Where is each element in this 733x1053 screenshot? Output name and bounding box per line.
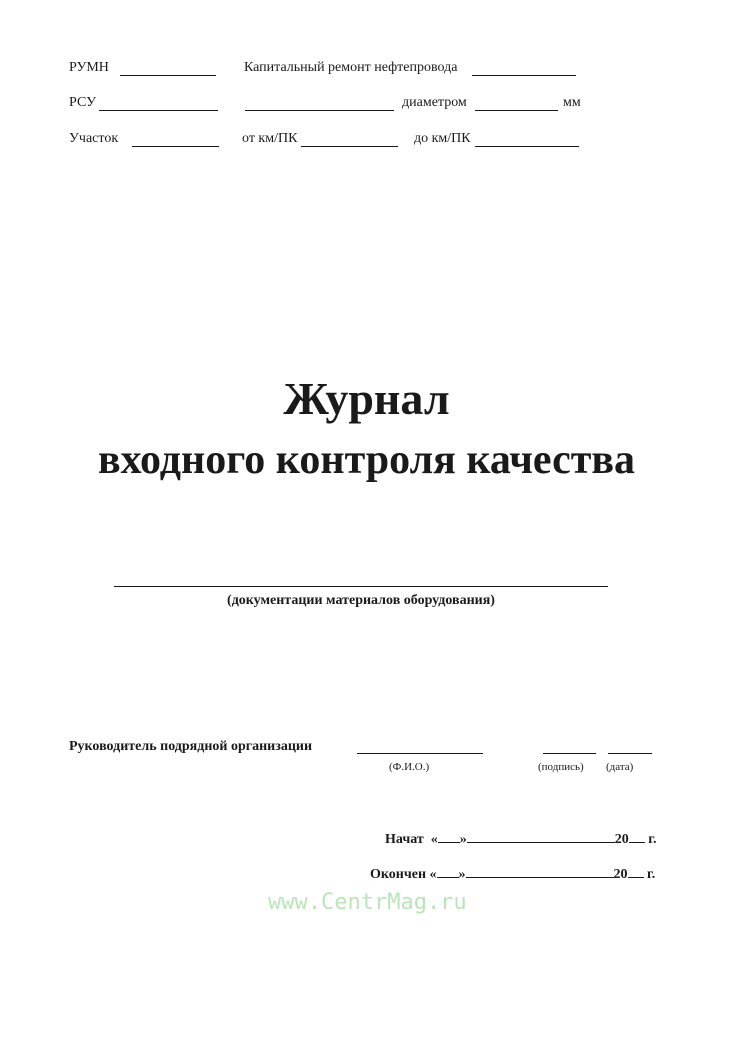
started-year-prefix: 20 [614,832,629,847]
signature-caption: (подпись) [538,761,584,773]
rsu-blank [99,97,218,111]
pipeline-blank [472,62,576,76]
rsu-label: РСУ [69,95,97,110]
started-day-blank [438,829,460,843]
date-blank [608,753,652,754]
started-row [385,829,657,848]
capital-repair-label: Капитальный ремонт нефтепровода [244,60,458,75]
to-km-blank [475,133,579,147]
subtitle: (документации материалов оборудования) [227,593,495,608]
finished-year-prefix: 20 [613,867,628,882]
started-year-suffix: г. [648,832,657,847]
finished-year-suffix: г. [647,867,656,882]
pipeline-name-blank [245,97,394,111]
finished-quote-open: « [429,867,437,882]
title-line-2: входного контроля качества [97,437,636,483]
diameter-blank [475,97,558,111]
rumn-label: РУМН [69,60,109,75]
finished-day-blank [437,864,459,878]
title-line-1: Журнал [283,373,450,424]
finished-year-blank [628,864,644,878]
fio-blank [357,753,483,754]
date-caption: (дата) [606,761,634,773]
started-month-blank [467,829,615,843]
mm-label: мм [563,95,581,110]
started-quote-close: » [459,832,467,847]
finished-month-blank [466,864,614,878]
subtitle-blank-line [114,586,608,587]
from-km-label: от км/ПК [242,131,298,146]
finished-label: Окончен [370,867,427,882]
fio-caption: (Ф.И.О.) [389,761,430,773]
started-label: Начат [385,832,424,847]
watermark: www.CentrMag.ru [268,890,467,915]
to-km-label: до км/ПК [414,131,471,146]
head-of-contractor-label: Руководитель подрядной организации [69,739,313,754]
signature-blank [543,753,596,754]
from-km-blank [301,133,398,147]
finished-quote-close: » [458,867,466,882]
rumn-blank [120,62,216,76]
started-year-blank [629,829,645,843]
started-quote-open: « [430,832,438,847]
finished-row [370,864,655,883]
diameter-label: диаметром [402,95,467,110]
section-blank [132,133,219,147]
section-label: Участок [69,131,119,146]
